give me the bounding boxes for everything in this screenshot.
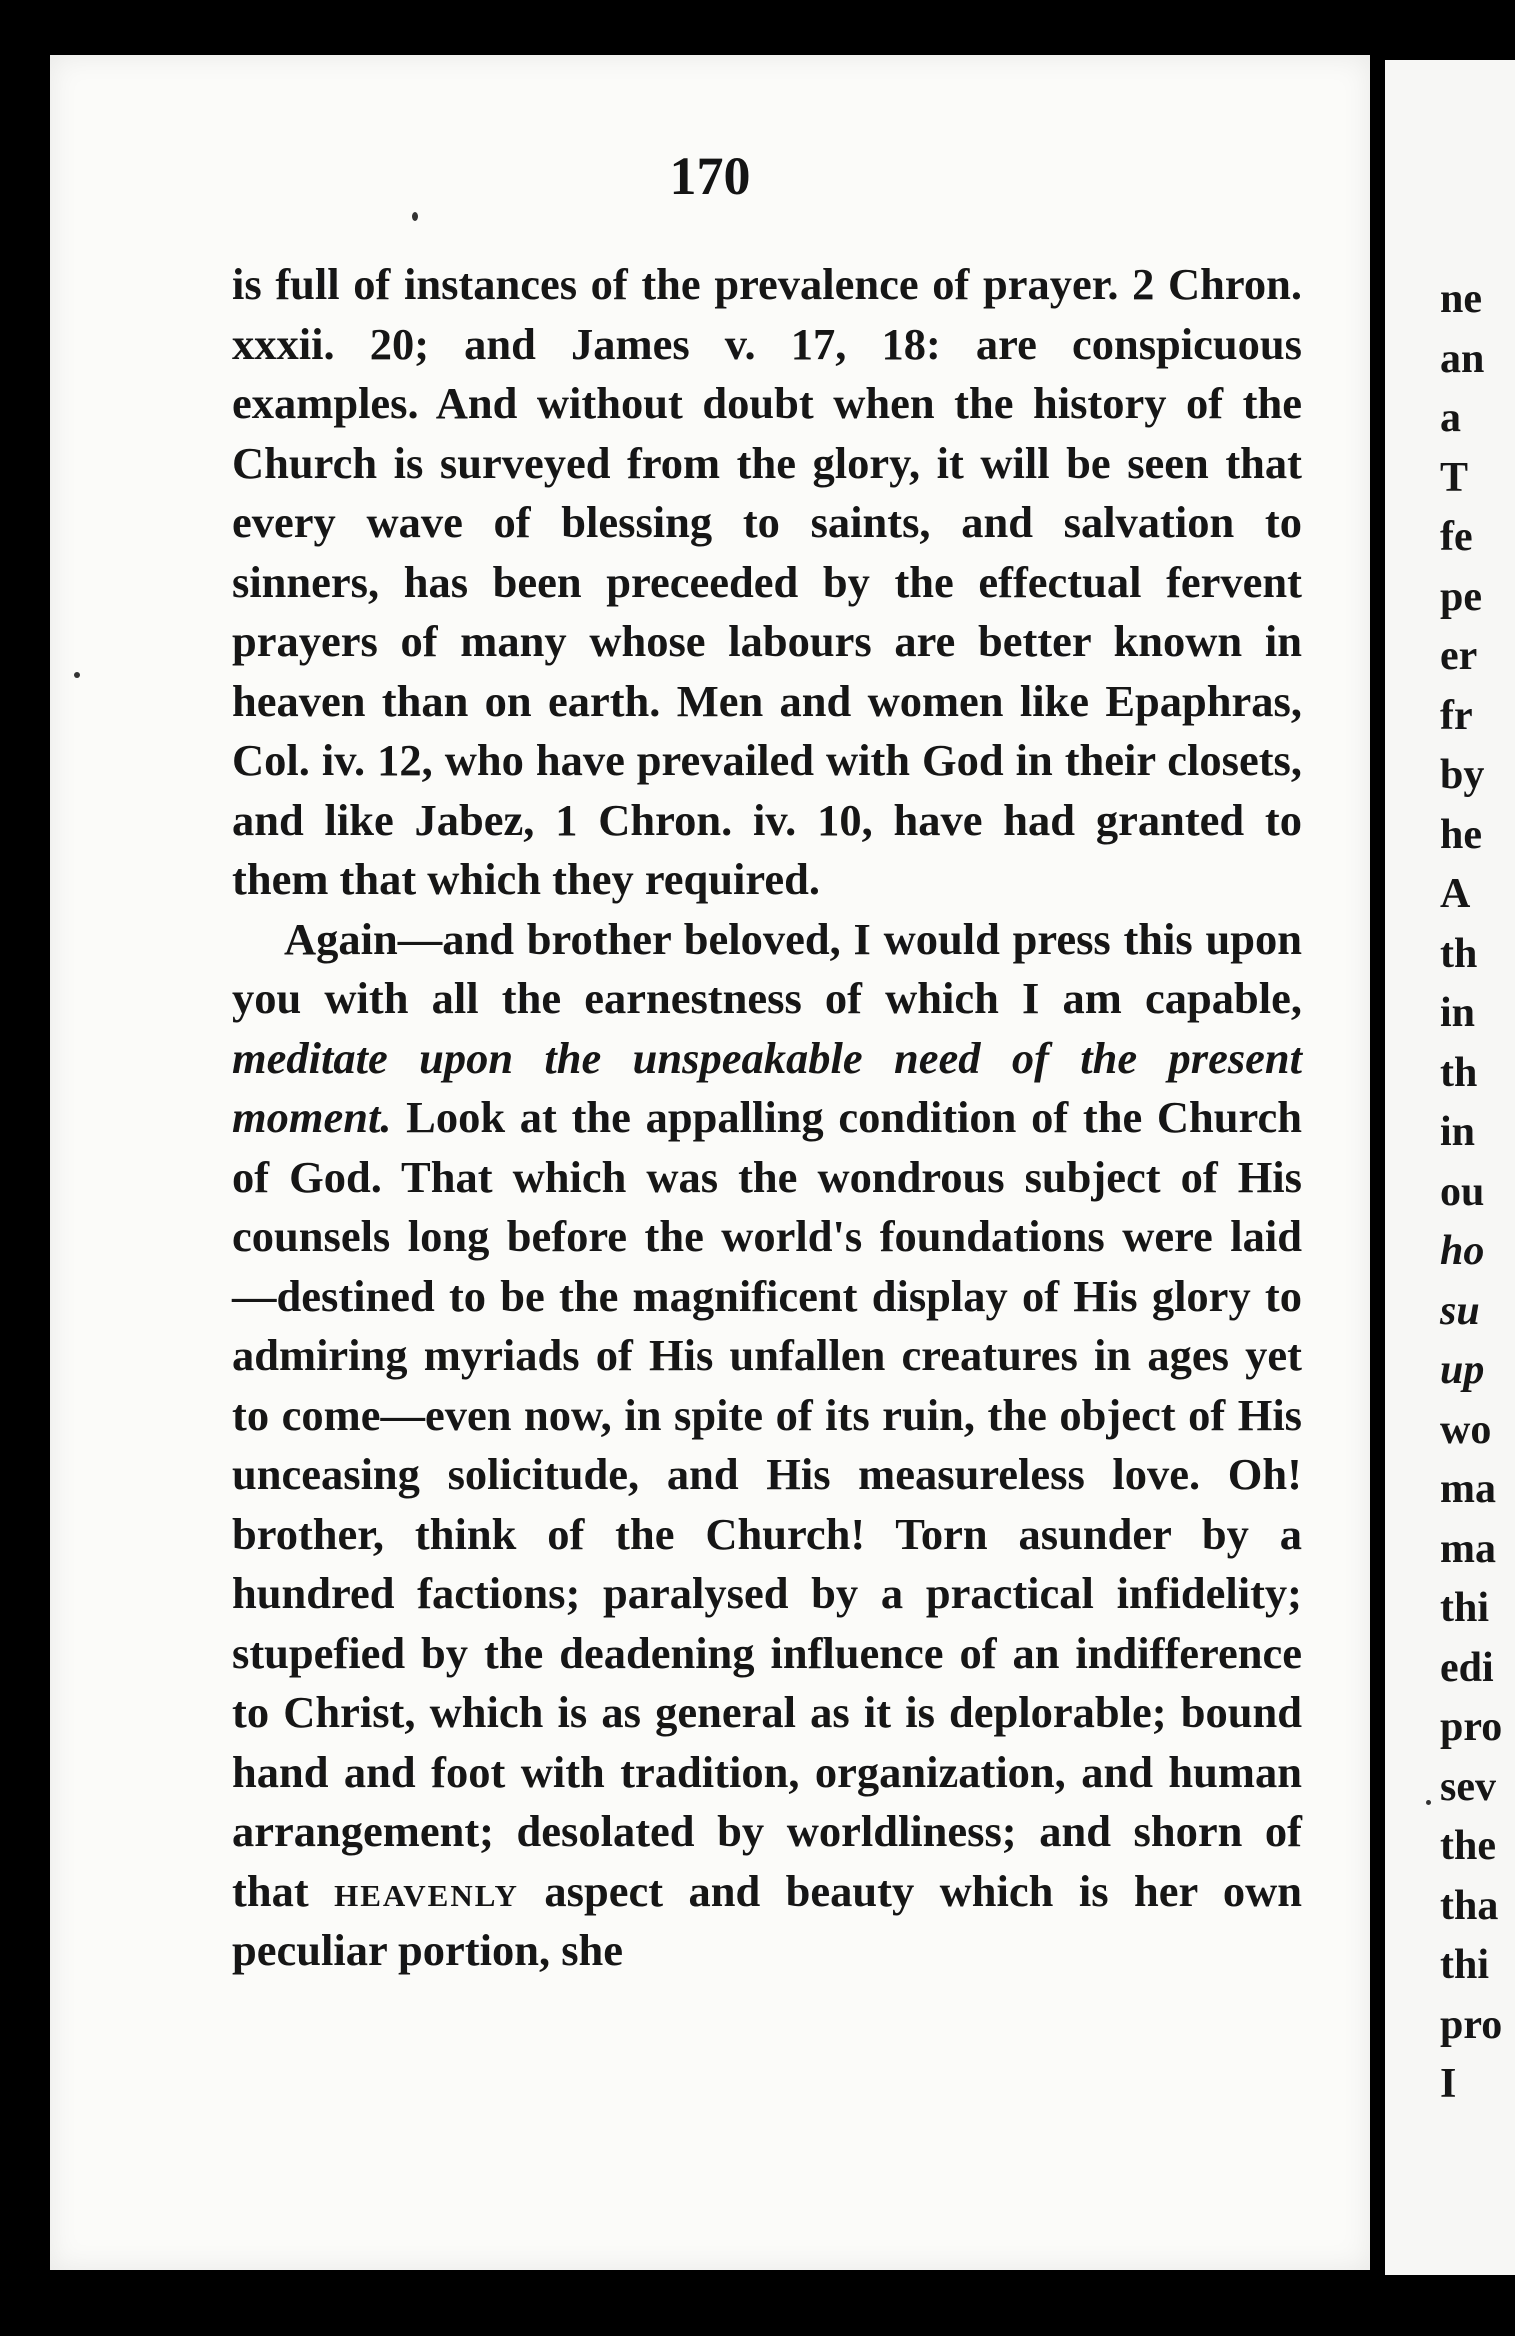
facing-page-line-fragment: by xyxy=(1440,752,1485,798)
facing-page-line-fragment: the xyxy=(1440,1823,1496,1869)
small-caps-word: heavenly xyxy=(334,1865,519,1916)
facing-page-line-fragment: pro xyxy=(1440,2001,1503,2048)
facing-page-line-fragment: A xyxy=(1440,871,1471,917)
paragraph xyxy=(232,255,1302,910)
text-run: is full of instances of the prevalence of prayer. 2 Chron. xxxii. 20; and James v. 17, 18: are conspicuous examples. And without doubt when the history of the Church is surveyed from the glory, it will be seen that every wave of blessing to saints, and salvation to sinners, has been preceeded by the effectual fervent prayers of many whose labours are better known in heaven than on earth. Men and women like Epaphras, Col. iv. 12, who have prevailed with God in their closets, and like Jabez, 1 Chron. iv. 10, have had granted to them that which they required. xyxy=(232,259,1302,904)
facing-page-line-fragment: thi xyxy=(1440,1585,1490,1631)
facing-page-line-fragment: pe xyxy=(1440,573,1482,620)
facing-page-line-fragment: in xyxy=(1440,1109,1476,1155)
facing-page-line-fragment: su xyxy=(1440,1287,1480,1334)
facing-page-line-fragment: ne xyxy=(1440,276,1482,322)
facing-page-line-fragment: pro xyxy=(1440,1704,1503,1750)
facing-page-line-fragment: th xyxy=(1440,1049,1478,1096)
facing-page-line-fragment: wo xyxy=(1440,1406,1492,1453)
text-run: aspect and beauty which is her own peculiar portion, she xyxy=(232,1865,1302,1975)
paragraph xyxy=(232,910,1302,1981)
facing-page-line-fragment: er xyxy=(1440,633,1478,679)
facing-page-line-fragment: T xyxy=(1440,454,1469,501)
facing-page-line-fragment: a xyxy=(1440,395,1461,441)
facing-page-line-fragment: thi xyxy=(1440,1942,1490,1988)
page-number: 170 xyxy=(669,146,751,206)
facing-page-line-fragment: ho xyxy=(1440,1228,1485,1274)
facing-page-line-fragment: th xyxy=(1440,930,1478,977)
facing-page-line-fragment: ma xyxy=(1440,1525,1496,1572)
facing-page-line-fragment: in xyxy=(1440,990,1476,1036)
facing-page-line-fragment: tha xyxy=(1440,1882,1499,1929)
facing-page-fragments xyxy=(1440,270,1503,2115)
facing-page-line-fragment: ma xyxy=(1440,1466,1496,1512)
text-run: Again—and brother beloved, I would press this upon you with all the earnestness of which I am capable, xyxy=(232,913,1302,1023)
facing-page-line-fragment: I xyxy=(1440,2061,1457,2107)
print-speck xyxy=(1426,1800,1431,1805)
facing-page-line-fragment: he xyxy=(1440,811,1482,858)
facing-page-line-fragment: sev xyxy=(1440,1763,1496,1810)
print-speck xyxy=(412,212,418,221)
text-run: Look at the appalling condition of the Church of God. That which was the wondrous subject of His counsels long before the world's foundations were laid—destined to be the magnificent display of His glory to admiring myriads of His unfallen creatures in ages yet to come—even now, in spite of its ruin, the object of His unceasing solicitude, and His measureless love. Oh! brother, think of the Church! Torn asunder by a hundred factions; paralysed by a practical infidelity; stupefied by the deadening influence of an indifference to Christ, which is as general as it is deplorable; bound hand and foot with tradition, organization, and human arrangement; desolated by worldliness; and shorn of that xyxy=(232,1092,1302,1916)
facing-page-line-fragment: an xyxy=(1440,335,1485,382)
facing-page-line-fragment: ou xyxy=(1440,1168,1485,1215)
body-text xyxy=(232,255,1302,1981)
italic-phrase: meditate upon the unspeakable need of the present moment. xyxy=(232,1032,1302,1142)
facing-page-line-fragment: up xyxy=(1440,1347,1485,1393)
facing-page-line-fragment: edi xyxy=(1440,1644,1494,1691)
print-speck xyxy=(74,672,80,678)
facing-page-line-fragment: fe xyxy=(1440,514,1473,560)
facing-page-line-fragment: fr xyxy=(1440,692,1473,739)
